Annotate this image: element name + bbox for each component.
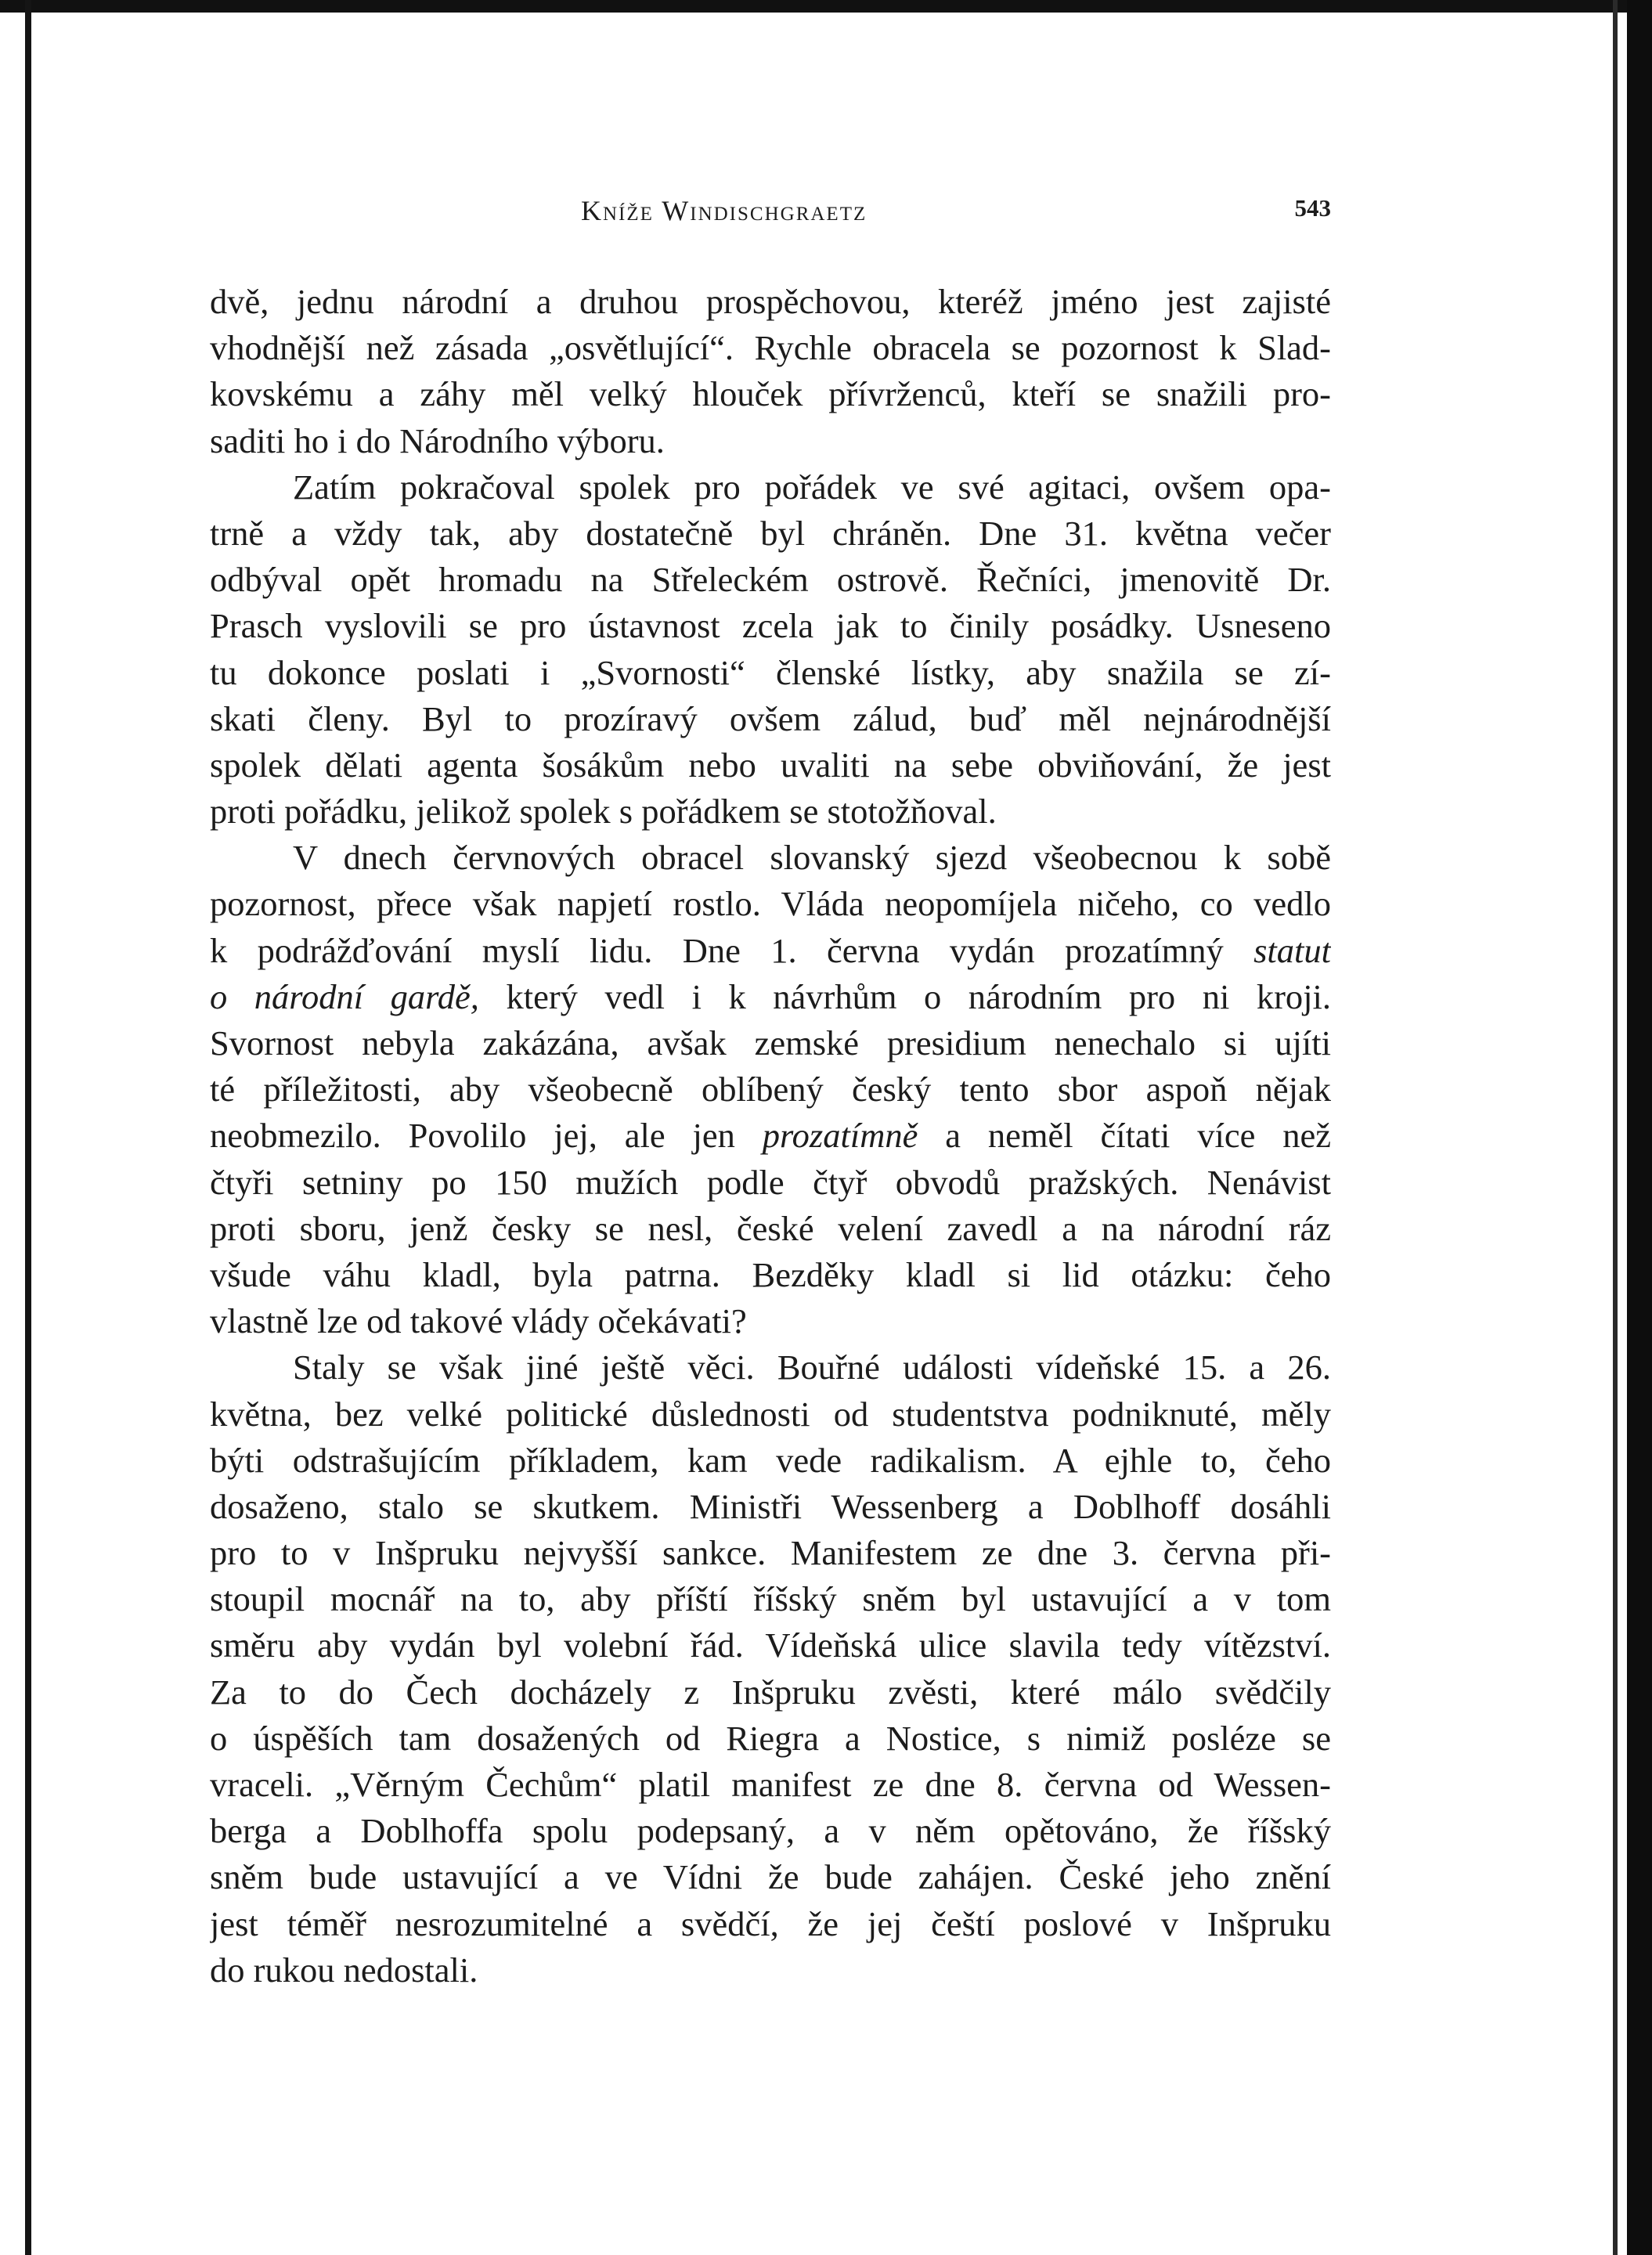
text-line: dvě, jednu národní a druhou prospěchovou, kteréž jméno jest zajisté xyxy=(210,282,1331,321)
text-line: pro to v Inšpruku nejvyšší sankce. Manifestem ze dne 3. června při- xyxy=(210,1533,1331,1573)
text-line: saditi ho i do Národního výboru. xyxy=(210,420,665,460)
text-line: čtyři setniny po 150 mužích podle čtyř obvodů pražských. Nenávist xyxy=(210,1162,1331,1202)
scan-border-right-inner xyxy=(1613,0,1618,2255)
text-line xyxy=(210,1113,1331,1159)
text-line: berga a Doblhoffa spolu podepsaný, a v něm opětováno, že říšský xyxy=(210,1811,1331,1851)
page-header xyxy=(210,194,1331,233)
text-line: odbýval opět hromadu na Střeleckém ostrově. Řečníci, jmenovitě Dr. xyxy=(210,560,1331,600)
text-line: spolek dělati agenta šosákům nebo uvaliti na sebe obviňování, že jest xyxy=(210,745,1331,785)
text-line: kovskému a záhy měl velký hlouček přívrženců, kteří se snažili pro- xyxy=(210,374,1331,414)
italic-term: o národní gardě, xyxy=(210,976,479,1016)
text-line: býti odstrašujícím příkladem, kam vede radikalism. A ejhle to, čeho xyxy=(210,1440,1331,1480)
text-line: vhodnější než zásada „osvětlující“. Rychle obracela se pozornost k Slad- xyxy=(210,328,1331,368)
text-line: jest téměř nesrozumitelné a svědčí, že jej čeští poslové v Inšpruku xyxy=(210,1903,1331,1943)
text-line: V dnech červnových obracel slovanský sjezd všeobecnou k sobě xyxy=(293,838,1331,878)
text-line: vraceli. „Věrným Čechům“ platil manifest ze dne 8. června od Wessen- xyxy=(210,1765,1331,1804)
scan-border-top xyxy=(0,0,1652,13)
italic-term: prozatímně xyxy=(762,1116,918,1156)
text-line: Za to do Čech docházely z Inšpruku zvěsti, které málo svědčily xyxy=(210,1672,1331,1712)
text-line: stoupil mocnář na to, aby příští říšský sněm byl ustavující a v tom xyxy=(210,1579,1331,1619)
text-line: do rukou nedostali. xyxy=(210,1950,478,1990)
text-line: té příležitosti, aby všeobecně oblíbený český tento sbor aspoň nějak xyxy=(210,1070,1331,1109)
text-segment: který vedl i k návrhům o národním pro ni kroji. xyxy=(506,976,1331,1016)
text-line: o úspěších tam dosažených od Riegra a Nostice, s nimiž posléze se xyxy=(210,1718,1331,1758)
text-line: skati členy. Byl to prozíravý ovšem zálud, buď měl nejnárodnější xyxy=(210,698,1331,738)
text-line: května, bez velké politické důslednosti od studentstva podniknuté, měly xyxy=(210,1394,1331,1434)
text-line: pozornost, přece však napjetí rostlo. Vláda neopomíjela ničeho, co vedlo xyxy=(210,884,1331,924)
text-line xyxy=(210,928,1331,974)
italic-term: statut xyxy=(1253,930,1331,970)
text-segment: a neměl čítati více než xyxy=(945,1116,1331,1156)
scan-border-right xyxy=(1627,0,1652,2255)
scan-border-left xyxy=(25,0,31,2255)
text-line: tu dokonce poslati i „Svornosti“ členské lístky, aby snažila se zí- xyxy=(210,652,1331,692)
page-body xyxy=(210,279,1331,1993)
text-line: dosaženo, stalo se skutkem. Ministři Wessenberg a Doblhoff dosáhli xyxy=(210,1486,1331,1526)
text-line: Svornost nebyla zakázána, avšak zemské presidium nenechalo si ujíti xyxy=(210,1023,1331,1063)
text-line: všude váhu kladl, byla patrna. Bezděky kladl si lid otázku: čeho xyxy=(210,1254,1331,1294)
text-line: trně a vždy tak, aby dostatečně byl chráněn. Dne 31. května večer xyxy=(210,513,1331,553)
text-line: proti pořádku, jelikož spolek s pořádkem se stotožňoval. xyxy=(210,792,997,832)
text-line: sněm bude ustavující a ve Vídni že bude zahájen. České jeho znění xyxy=(210,1857,1331,1897)
text-line: Zatím pokračoval spolek pro pořádek ve své agitaci, ovšem opa- xyxy=(293,467,1331,507)
text-line: vlastně lze od takové vlády očekávati? xyxy=(210,1301,747,1341)
running-title: Kníže Windischgraetz xyxy=(581,195,867,226)
text-line: Staly se však jiné ještě věci. Bouřné události vídeňské 15. a 26. xyxy=(293,1348,1331,1387)
text-segment: neobmezilo. Povolilo jej, ale jen xyxy=(210,1116,735,1156)
text-line: Prasch vyslovili se pro ústavnost zcela jak to činily posádky. Usneseno xyxy=(210,606,1331,646)
text-segment: k podrážďování myslí lidu. Dne 1. června vydán prozatímný xyxy=(210,930,1224,970)
text-line: směru aby vydán byl volební řád. Vídeňská ulice slavila tedy vítězství. xyxy=(210,1625,1331,1665)
text-line xyxy=(210,974,1331,1020)
page-number: 543 xyxy=(1294,194,1331,222)
text-line: proti sboru, jenž česky se nesl, české velení zavedl a na národní ráz xyxy=(210,1208,1331,1248)
